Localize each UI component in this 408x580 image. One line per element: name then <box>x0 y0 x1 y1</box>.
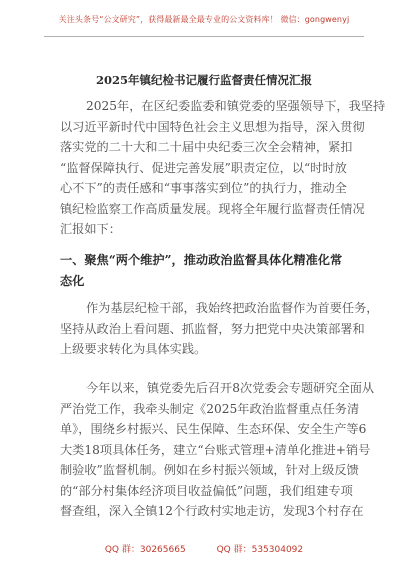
line-text: 上级要求转化为具体实践。 <box>60 342 207 356</box>
line-text: 坚持从政治上看问题、抓监督，努力把党中央决策部署和 <box>60 321 365 336</box>
line-text: 严治党工作，我牵头制定《2025年政治监督重点任务清 <box>60 401 360 416</box>
section-heading <box>60 250 360 291</box>
section1-paragraph-2 <box>60 378 375 522</box>
line-text: 汇报如下： <box>60 222 121 236</box>
line-text: 一、聚焦“两个维护”，推动政治监督具体化精准化常 <box>60 253 343 267</box>
section1-paragraph-1 <box>60 298 379 360</box>
paragraph-line <box>60 460 359 481</box>
paragraph-line <box>60 117 365 138</box>
line-text: 督查组，深入全镇12个行政村实地走访，发现3个村存在 <box>60 504 364 518</box>
document-title: 2025年镇纪检书记履行监督责任情况汇报 <box>95 73 312 87</box>
paragraph-line <box>60 440 371 461</box>
paragraph-line <box>60 501 364 522</box>
paragraph-line <box>60 96 386 117</box>
paragraph-line <box>60 419 367 440</box>
line-text: 落实党的二十大和二十届中央纪委三次全会精神，紧扣 <box>60 140 353 154</box>
line-text: 制验收”监督机制。例如在乡村振兴领域，针对上级反馈 <box>60 463 359 477</box>
paragraph-line <box>60 199 365 220</box>
qq-group-1: QQ 群：30265665 <box>104 545 186 555</box>
heading-line <box>60 250 360 271</box>
line-text: 以习近平新时代中国特色社会主义思想为指导，深入贯彻 <box>60 119 365 134</box>
line-text: 大类18项具体任务，建立“台账式管理+清单化推进+销号 <box>60 442 371 457</box>
line-text: 今年以来，镇党委先后召开8次党委会专题研究全面从 <box>86 381 375 395</box>
line-text: 的“部分村集体经济项目收益偏低”问题，我们组建专项 <box>60 483 353 498</box>
qq-group-2: QQ 群：535304092 <box>216 545 304 555</box>
line-text: 2025年，在区纪委监委和镇党委的坚强领导下，我坚持 <box>86 99 386 113</box>
line-text: 作为基层纪检干部，我始终把政治监督作为首要任务， <box>86 301 379 315</box>
paragraph-line <box>60 339 350 360</box>
paragraph-line <box>60 178 350 199</box>
paragraph-line <box>60 137 353 158</box>
paragraph-line <box>60 399 360 420</box>
paragraph-line <box>60 219 350 240</box>
header-banner: 关注头条号“公文研究”，获得最新最全最专业的公文资料库！ 微信：gongwenyj <box>58 15 350 24</box>
paragraph-line <box>60 158 350 179</box>
header-divider <box>44 36 364 37</box>
line-text: “监督保障执行、促进完善发展”职责定位，以“时时放 <box>60 160 347 175</box>
paragraph-line <box>60 298 379 319</box>
intro-paragraph <box>60 96 386 240</box>
footer-contact <box>0 542 408 555</box>
line-text: 态化 <box>60 273 85 288</box>
heading-line <box>60 271 360 292</box>
line-text: 心不下”的责任感和“事事落实到位”的执行力，推动全 <box>60 181 347 195</box>
paragraph-line <box>60 319 365 340</box>
line-text: 单》，围绕乡村振兴、民生保障、生态环保、安全生产等6 <box>60 422 367 436</box>
paragraph-line <box>60 378 375 399</box>
paragraph-line <box>60 481 353 502</box>
line-text: 镇纪检监察工作高质量发展。现将全年履行监督责任情况 <box>60 201 365 216</box>
